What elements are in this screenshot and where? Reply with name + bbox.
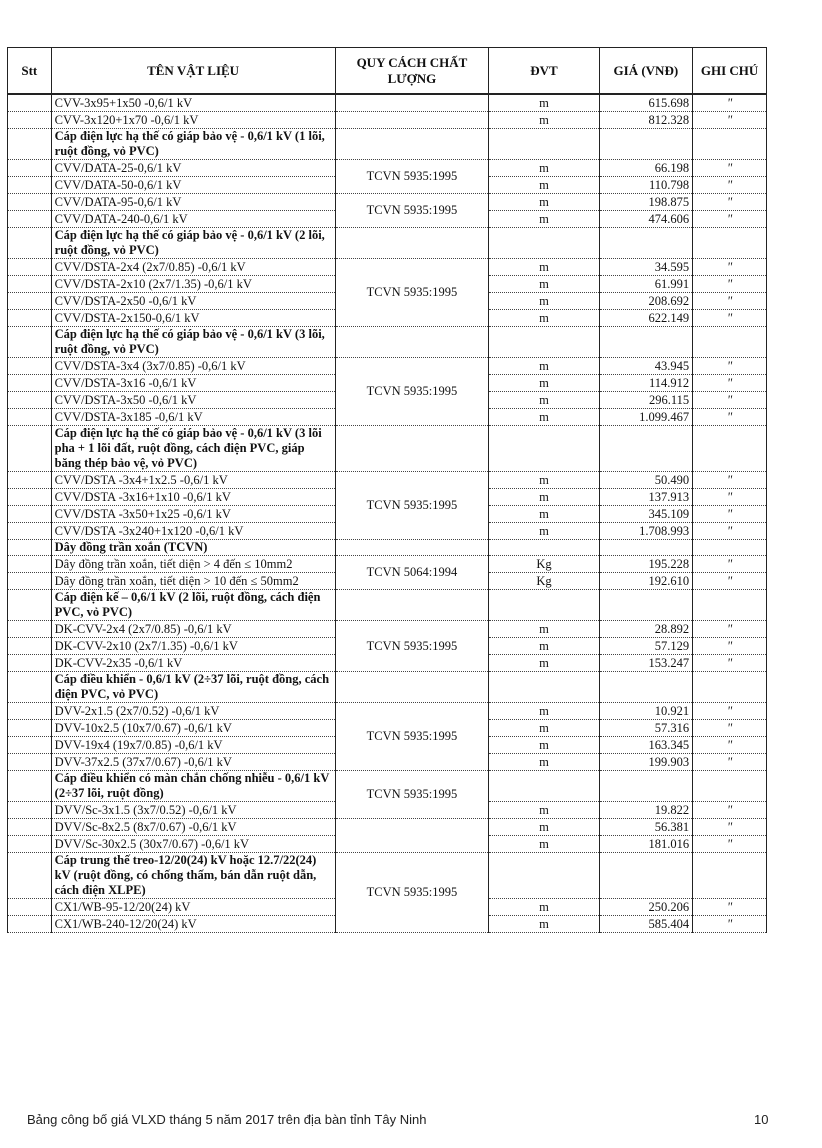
material-name: DVV-10x2.5 (10x7/0.67) -0,6/1 kV xyxy=(51,720,335,737)
unit-cell: m xyxy=(489,703,599,720)
stt-cell xyxy=(8,590,52,621)
price-cell xyxy=(599,540,693,556)
price-cell: 474.606 xyxy=(599,211,693,228)
spec-cell xyxy=(335,129,489,160)
note-cell: " xyxy=(693,899,767,916)
stt-cell xyxy=(8,540,52,556)
footer-text: Bảng công bố giá VLXD tháng 5 năm 2017 trên địa bàn tỉnh Tây Ninh xyxy=(27,1112,427,1127)
unit-cell: m xyxy=(489,621,599,638)
price-cell: 61.991 xyxy=(599,276,693,293)
stt-cell xyxy=(8,472,52,489)
unit-cell: m xyxy=(489,409,599,426)
note-cell: " xyxy=(693,573,767,590)
material-name: CVV/DSTA -3x16+1x10 -0,6/1 kV xyxy=(51,489,335,506)
unit-cell: m xyxy=(489,720,599,737)
spec-cell: TCVN 5935:1995 xyxy=(335,160,489,194)
stt-cell xyxy=(8,754,52,771)
stt-cell xyxy=(8,523,52,540)
price-cell: 199.903 xyxy=(599,754,693,771)
material-name: CVV/DSTA-3x50 -0,6/1 kV xyxy=(51,392,335,409)
note-cell: " xyxy=(693,621,767,638)
spec-cell: TCVN 5935:1995 xyxy=(335,853,489,933)
material-name: DVV-2x1.5 (2x7/0.52) -0,6/1 kV xyxy=(51,703,335,720)
stt-cell xyxy=(8,703,52,720)
note-cell xyxy=(693,327,767,358)
group-title: Cáp điện kế – 0,6/1 kV (2 lõi, ruột đồng, cách điện PVC, vỏ PVC) xyxy=(51,590,335,621)
group-title: Cáp điều khiển - 0,6/1 kV (2÷37 lõi, ruột đồng, cách điện PVC, vỏ PVC) xyxy=(51,672,335,703)
unit-cell: m xyxy=(489,638,599,655)
stt-cell xyxy=(8,899,52,916)
material-name: CVV/DSTA-3x185 -0,6/1 kV xyxy=(51,409,335,426)
price-cell xyxy=(599,771,693,802)
stt-cell xyxy=(8,426,52,472)
table-row xyxy=(8,358,767,375)
material-name: CVV/DSTA -3x50+1x25 -0,6/1 kV xyxy=(51,506,335,523)
price-cell: 208.692 xyxy=(599,293,693,310)
note-cell: " xyxy=(693,489,767,506)
price-cell xyxy=(599,327,693,358)
unit-cell xyxy=(489,771,599,802)
header-stt: Stt xyxy=(8,48,52,95)
material-name: CX1/WB-95-12/20(24) kV xyxy=(51,899,335,916)
note-cell xyxy=(693,228,767,259)
spec-cell: TCVN 5935:1995 xyxy=(335,703,489,771)
unit-cell: m xyxy=(489,754,599,771)
price-cell: 137.913 xyxy=(599,489,693,506)
stt-cell xyxy=(8,506,52,523)
price-cell xyxy=(599,672,693,703)
note-cell: " xyxy=(693,836,767,853)
spec-cell: TCVN 5935:1995 xyxy=(335,621,489,672)
unit-cell: m xyxy=(489,94,599,112)
note-cell: " xyxy=(693,177,767,194)
note-cell: " xyxy=(693,409,767,426)
stt-cell xyxy=(8,802,52,819)
note-cell: " xyxy=(693,94,767,112)
note-cell: " xyxy=(693,802,767,819)
price-cell: 43.945 xyxy=(599,358,693,375)
price-cell xyxy=(599,853,693,899)
stt-cell xyxy=(8,720,52,737)
group-row xyxy=(8,426,767,472)
price-cell: 34.595 xyxy=(599,259,693,276)
stt-cell xyxy=(8,94,52,112)
stt-cell xyxy=(8,375,52,392)
material-name: DK-CVV-2x4 (2x7/0.85) -0,6/1 kV xyxy=(51,621,335,638)
unit-cell: m xyxy=(489,392,599,409)
note-cell: " xyxy=(693,293,767,310)
group-row xyxy=(8,540,767,556)
stt-cell xyxy=(8,638,52,655)
price-cell: 1.099.467 xyxy=(599,409,693,426)
unit-cell xyxy=(489,327,599,358)
spec-cell xyxy=(335,228,489,259)
unit-cell: m xyxy=(489,112,599,129)
price-cell: 250.206 xyxy=(599,899,693,916)
note-cell: " xyxy=(693,523,767,540)
spec-cell: TCVN 5935:1995 xyxy=(335,771,489,819)
price-cell: 195.228 xyxy=(599,556,693,573)
price-cell: 585.404 xyxy=(599,916,693,933)
unit-cell: m xyxy=(489,836,599,853)
spec-cell: TCVN 5064:1994 xyxy=(335,556,489,590)
price-table xyxy=(7,47,767,933)
table-body xyxy=(8,94,767,933)
unit-cell: m xyxy=(489,472,599,489)
price-cell xyxy=(599,426,693,472)
stt-cell xyxy=(8,621,52,638)
note-cell: " xyxy=(693,506,767,523)
note-cell: " xyxy=(693,655,767,672)
header-spec: QUY CÁCH CHẤT LƯỢNG xyxy=(335,48,489,95)
spec-cell xyxy=(335,327,489,358)
material-name: DVV/Sc-30x2.5 (30x7/0.67) -0,6/1 kV xyxy=(51,836,335,853)
price-cell: 812.328 xyxy=(599,112,693,129)
group-title: Cáp điện lực hạ thế có giáp bảo vệ - 0,6/1 kV (3 lõi pha + 1 lõi đất, ruột đồng, cách điện PVC, giáp băng thép bảo vệ, vỏ PVC) xyxy=(51,426,335,472)
unit-cell: m xyxy=(489,177,599,194)
price-cell: 345.109 xyxy=(599,506,693,523)
note-cell xyxy=(693,672,767,703)
group-title: Cáp điện lực hạ thế có giáp bảo vệ - 0,6/1 kV (1 lõi, ruột đồng, vỏ PVC) xyxy=(51,129,335,160)
header-price: GIÁ (VNĐ) xyxy=(599,48,693,95)
header-unit: ĐVT xyxy=(489,48,599,95)
price-cell: 181.016 xyxy=(599,836,693,853)
group-row xyxy=(8,129,767,160)
header-name: TÊN VẬT LIỆU xyxy=(51,48,335,95)
stt-cell xyxy=(8,310,52,327)
stt-cell xyxy=(8,916,52,933)
material-name: CVV/DATA-95-0,6/1 kV xyxy=(51,194,335,211)
page-number: 10 xyxy=(754,1112,769,1127)
unit-cell: m xyxy=(489,293,599,310)
table-row xyxy=(8,556,767,573)
spec-cell: TCVN 5935:1995 xyxy=(335,472,489,540)
table-row xyxy=(8,259,767,276)
note-cell xyxy=(693,771,767,802)
stt-cell xyxy=(8,177,52,194)
price-cell: 192.610 xyxy=(599,573,693,590)
material-name: CVV/DSTA -3x240+1x120 -0,6/1 kV xyxy=(51,523,335,540)
material-name: CVV/DSTA -3x4+1x2.5 -0,6/1 kV xyxy=(51,472,335,489)
note-cell: " xyxy=(693,916,767,933)
stt-cell xyxy=(8,771,52,802)
note-cell: " xyxy=(693,276,767,293)
unit-cell: m xyxy=(489,211,599,228)
unit-cell: m xyxy=(489,358,599,375)
note-cell: " xyxy=(693,112,767,129)
stt-cell xyxy=(8,194,52,211)
note-cell: " xyxy=(693,819,767,836)
stt-cell xyxy=(8,392,52,409)
group-title: Cáp điều khiển có màn chắn chống nhiễu - 0,6/1 kV (2÷37 lõi, ruột đồng) xyxy=(51,771,335,802)
note-cell: " xyxy=(693,556,767,573)
unit-cell xyxy=(489,590,599,621)
table-row xyxy=(8,472,767,489)
material-name: CVV/DATA-50-0,6/1 kV xyxy=(51,177,335,194)
material-name: Dây đồng trần xoắn, tiết diện > 10 đến ≤ 50mm2 xyxy=(51,573,335,590)
note-cell xyxy=(693,426,767,472)
table-row xyxy=(8,160,767,177)
spec-cell: TCVN 5935:1995 xyxy=(335,259,489,327)
spec-cell xyxy=(335,540,489,556)
price-cell: 622.149 xyxy=(599,310,693,327)
unit-cell xyxy=(489,228,599,259)
stt-cell xyxy=(8,672,52,703)
note-cell: " xyxy=(693,310,767,327)
header-note: GHI CHÚ xyxy=(693,48,767,95)
price-cell: 153.247 xyxy=(599,655,693,672)
spec-cell xyxy=(335,672,489,703)
material-name: CVV/DATA-25-0,6/1 kV xyxy=(51,160,335,177)
price-cell: 10.921 xyxy=(599,703,693,720)
unit-cell: m xyxy=(489,375,599,392)
note-cell: " xyxy=(693,392,767,409)
price-cell: 114.912 xyxy=(599,375,693,392)
stt-cell xyxy=(8,358,52,375)
note-cell: " xyxy=(693,472,767,489)
material-name: DK-CVV-2x10 (2x7/1.35) -0,6/1 kV xyxy=(51,638,335,655)
spec-cell xyxy=(335,94,489,112)
price-cell: 57.129 xyxy=(599,638,693,655)
stt-cell xyxy=(8,129,52,160)
group-row xyxy=(8,853,767,899)
price-cell: 28.892 xyxy=(599,621,693,638)
material-name: CVV/DSTA-3x4 (3x7/0.85) -0,6/1 kV xyxy=(51,358,335,375)
price-cell: 163.345 xyxy=(599,737,693,754)
note-cell: " xyxy=(693,638,767,655)
material-name: CVV/DSTA-3x16 -0,6/1 kV xyxy=(51,375,335,392)
stt-cell xyxy=(8,573,52,590)
unit-cell: m xyxy=(489,259,599,276)
unit-cell: m xyxy=(489,802,599,819)
table-row xyxy=(8,94,767,112)
table-row xyxy=(8,703,767,720)
price-cell: 110.798 xyxy=(599,177,693,194)
spec-cell xyxy=(335,590,489,621)
unit-cell: m xyxy=(489,523,599,540)
price-cell xyxy=(599,129,693,160)
note-cell: " xyxy=(693,375,767,392)
price-cell: 50.490 xyxy=(599,472,693,489)
stt-cell xyxy=(8,228,52,259)
table-row xyxy=(8,819,767,836)
unit-cell xyxy=(489,129,599,160)
spec-cell: TCVN 5935:1995 xyxy=(335,358,489,426)
material-name: DVV/Sc-8x2.5 (8x7/0.67) -0,6/1 kV xyxy=(51,819,335,836)
stt-cell xyxy=(8,836,52,853)
stt-cell xyxy=(8,853,52,899)
stt-cell xyxy=(8,655,52,672)
unit-cell xyxy=(489,540,599,556)
stt-cell xyxy=(8,293,52,310)
stt-cell xyxy=(8,737,52,754)
material-name: DVV-19x4 (19x7/0.85) -0,6/1 kV xyxy=(51,737,335,754)
note-cell: " xyxy=(693,259,767,276)
material-name: CVV/DSTA-2x4 (2x7/0.85) -0,6/1 kV xyxy=(51,259,335,276)
group-row xyxy=(8,228,767,259)
note-cell xyxy=(693,129,767,160)
material-name: CVV/DSTA-2x10 (2x7/1.35) -0,6/1 kV xyxy=(51,276,335,293)
note-cell: " xyxy=(693,737,767,754)
group-title: Cáp điện lực hạ thế có giáp bảo vệ - 0,6/1 kV (2 lõi, ruột đồng, vỏ PVC) xyxy=(51,228,335,259)
price-cell: 56.381 xyxy=(599,819,693,836)
unit-cell xyxy=(489,672,599,703)
unit-cell: m xyxy=(489,506,599,523)
unit-cell: m xyxy=(489,160,599,177)
unit-cell: Kg xyxy=(489,556,599,573)
note-cell: " xyxy=(693,160,767,177)
note-cell xyxy=(693,853,767,899)
spec-cell xyxy=(335,112,489,129)
note-cell: " xyxy=(693,720,767,737)
unit-cell: m xyxy=(489,276,599,293)
stt-cell xyxy=(8,819,52,836)
table-row xyxy=(8,194,767,211)
spec-cell xyxy=(335,426,489,472)
stt-cell xyxy=(8,211,52,228)
price-cell xyxy=(599,228,693,259)
material-name: CVV/DSTA-2x50 -0,6/1 kV xyxy=(51,293,335,310)
note-cell xyxy=(693,540,767,556)
material-name: CVV/DSTA-2x150-0,6/1 kV xyxy=(51,310,335,327)
unit-cell xyxy=(489,853,599,899)
group-row xyxy=(8,590,767,621)
note-cell xyxy=(693,590,767,621)
group-row xyxy=(8,771,767,802)
material-name: DK-CVV-2x35 -0,6/1 kV xyxy=(51,655,335,672)
material-name: CVV-3x95+1x50 -0,6/1 kV xyxy=(51,94,335,112)
material-name: CX1/WB-240-12/20(24) kV xyxy=(51,916,335,933)
unit-cell: m xyxy=(489,819,599,836)
table-header-row xyxy=(8,48,767,95)
table-row xyxy=(8,112,767,129)
material-name: DVV-37x2.5 (37x7/0.67) -0,6/1 kV xyxy=(51,754,335,771)
unit-cell: m xyxy=(489,916,599,933)
material-name: Dây đồng trần xoắn, tiết diện > 4 đến ≤ 10mm2 xyxy=(51,556,335,573)
material-name: DVV/Sc-3x1.5 (3x7/0.52) -0,6/1 kV xyxy=(51,802,335,819)
price-cell xyxy=(599,590,693,621)
price-cell: 19.822 xyxy=(599,802,693,819)
note-cell: " xyxy=(693,211,767,228)
unit-cell: m xyxy=(489,310,599,327)
material-name: CVV-3x120+1x70 -0,6/1 kV xyxy=(51,112,335,129)
stt-cell xyxy=(8,276,52,293)
group-title: Dây đồng trần xoắn (TCVN) xyxy=(51,540,335,556)
material-name: CVV/DATA-240-0,6/1 kV xyxy=(51,211,335,228)
unit-cell: m xyxy=(489,737,599,754)
stt-cell xyxy=(8,489,52,506)
unit-cell: m xyxy=(489,899,599,916)
group-title: Cáp điện lực hạ thế có giáp bảo vệ - 0,6/1 kV (3 lõi, ruột đồng, vỏ PVC) xyxy=(51,327,335,358)
note-cell: " xyxy=(693,703,767,720)
stt-cell xyxy=(8,409,52,426)
price-cell: 1.708.993 xyxy=(599,523,693,540)
unit-cell: m xyxy=(489,194,599,211)
stt-cell xyxy=(8,112,52,129)
spec-cell xyxy=(335,819,489,853)
group-title: Cáp trung thế treo-12/20(24) kV hoặc 12.7/22(24) kV (ruột đồng, có chống thấm, bán dẫn ruột dẫn, cách điện XLPE) xyxy=(51,853,335,899)
note-cell: " xyxy=(693,754,767,771)
group-row xyxy=(8,672,767,703)
stt-cell xyxy=(8,259,52,276)
group-row xyxy=(8,327,767,358)
price-cell: 66.198 xyxy=(599,160,693,177)
unit-cell: Kg xyxy=(489,573,599,590)
stt-cell xyxy=(8,556,52,573)
price-cell: 615.698 xyxy=(599,94,693,112)
spec-cell: TCVN 5935:1995 xyxy=(335,194,489,228)
stt-cell xyxy=(8,160,52,177)
stt-cell xyxy=(8,327,52,358)
note-cell: " xyxy=(693,194,767,211)
table-row xyxy=(8,621,767,638)
price-cell: 296.115 xyxy=(599,392,693,409)
price-cell: 198.875 xyxy=(599,194,693,211)
unit-cell: m xyxy=(489,655,599,672)
price-cell: 57.316 xyxy=(599,720,693,737)
note-cell: " xyxy=(693,358,767,375)
unit-cell: m xyxy=(489,489,599,506)
unit-cell xyxy=(489,426,599,472)
